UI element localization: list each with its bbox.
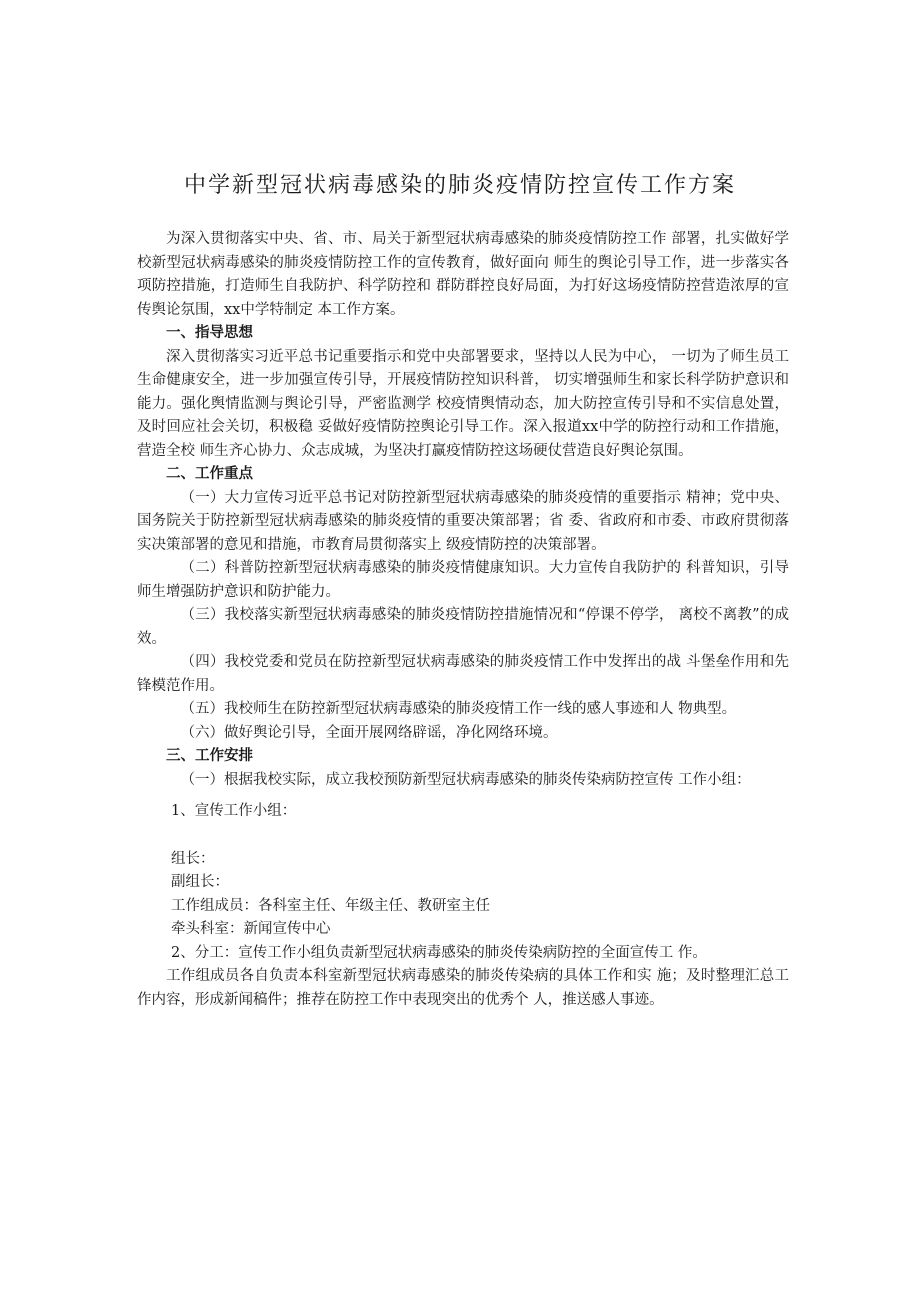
member-line: 牵头科室：新闻宣传中心 (171, 921, 331, 937)
section-paragraph: 工作组成员各自负责本科室新型冠状病毒感染的肺炎传染病的具体工作和实 施；及时整理汇总工作内容，形成新闻稿件；推荐在防控工作中表现突出的优秀个 人，推送感人事迹。 (137, 968, 789, 1008)
section-heading-work-arrangement: 三、工作安排 (166, 748, 253, 764)
list-item: （一）根据我校实际，成立我校预防新型冠状病毒感染的肺炎传染病防控宣传 工作小组： (180, 771, 751, 788)
sub-item-division: 2、分工：宣传工作小组负责新型冠状病毒感染的肺炎传染病防控的全面宣传工 作。 (171, 944, 707, 961)
sub-item-publicity-group: 1、宣传工作小组： (171, 803, 297, 819)
section-heading-work-focus: 二、工作重点 (166, 466, 253, 482)
member-line: 副组长： (171, 874, 229, 890)
member-line: 组长： (171, 850, 215, 867)
section-heading-guiding-ideology: 一、指导思想 (166, 325, 253, 341)
section-paragraph: 深入贯彻落实习近平总书记重要指示和党中央部署要求，坚持以人民为中心， 一切为了师生员工生命健康安全，进一步加强宣传引导，开展疫情防控知识科普， 切实增强师生和家长科学防护意识和能力。强化舆情监测与舆论引导，严密监测学 校疫情舆情动态，加大防控宣传引导和不实信息处置，及时回应社会关切，积极稳 妥做好疫情防控舆论引导工作。深入报道xx中学的防控行动和工作措施，营造全校 师生齐心协力、众志成城，为坚决打赢疫情防控这场硬仗营造良好舆论氛围。 (137, 348, 789, 459)
spacer (137, 824, 789, 848)
list-item: （三）我校落实新型冠状病毒感染的肺炎疫情防控措施情况和“停课不停学， 离校不离教”的成效。 (137, 607, 789, 647)
member-line: 工作组成员：各科室主任、年级主任、教研室主任 (171, 897, 490, 914)
list-item: （四）我校党委和党员在防控新型冠状病毒感染的肺炎疫情工作中发挥出的战 斗堡垒作用和先锋模范作用。 (137, 654, 789, 694)
list-item: （二）科普防控新型冠状病毒感染的肺炎疫情健康知识。大力宣传自我防护的 科普知识，引导师生增强防护意识和防护能力。 (137, 560, 789, 600)
intro-paragraph: 为深入贯彻落实中央、省、市、局关于新型冠状病毒感染的肺炎疫情防控工作 部署，扎实做好学校新型冠状病毒感染的肺炎疫情防控工作的宣传教育，做好面向 师生的舆论引导工作，进一步落实各项防控措施，打造师生自我防护、科学防控和 群防群控良好局面，为打好这场疫情防控营造浓厚的宣传舆论氛围，xx中学特制定 本工作方案。 (137, 231, 789, 318)
list-item: （五）我校师生在防控新型冠状病毒感染的肺炎疫情工作一线的感人事迹和人 物典型。 (180, 701, 737, 717)
list-item: （六）做好舆论引导，全面开展网络辟谣，净化网络环境。 (180, 724, 558, 741)
document-title: 中学新型冠状病毒感染的肺炎疫情防控宣传工作方案 (183, 173, 736, 198)
list-item: （一）大力宣传习近平总书记对防控新型冠状病毒感染的肺炎疫情的重要指示 精神；党中央、国务院关于防控新型冠状病毒感染的肺炎疫情的重要决策部署；省 委、省政府和市委、市政府贯彻落实决策部署的意见和措施，市教育局贯彻落实上 级疫情防控的决策部署。 (137, 489, 789, 553)
document-body (137, 228, 789, 1012)
